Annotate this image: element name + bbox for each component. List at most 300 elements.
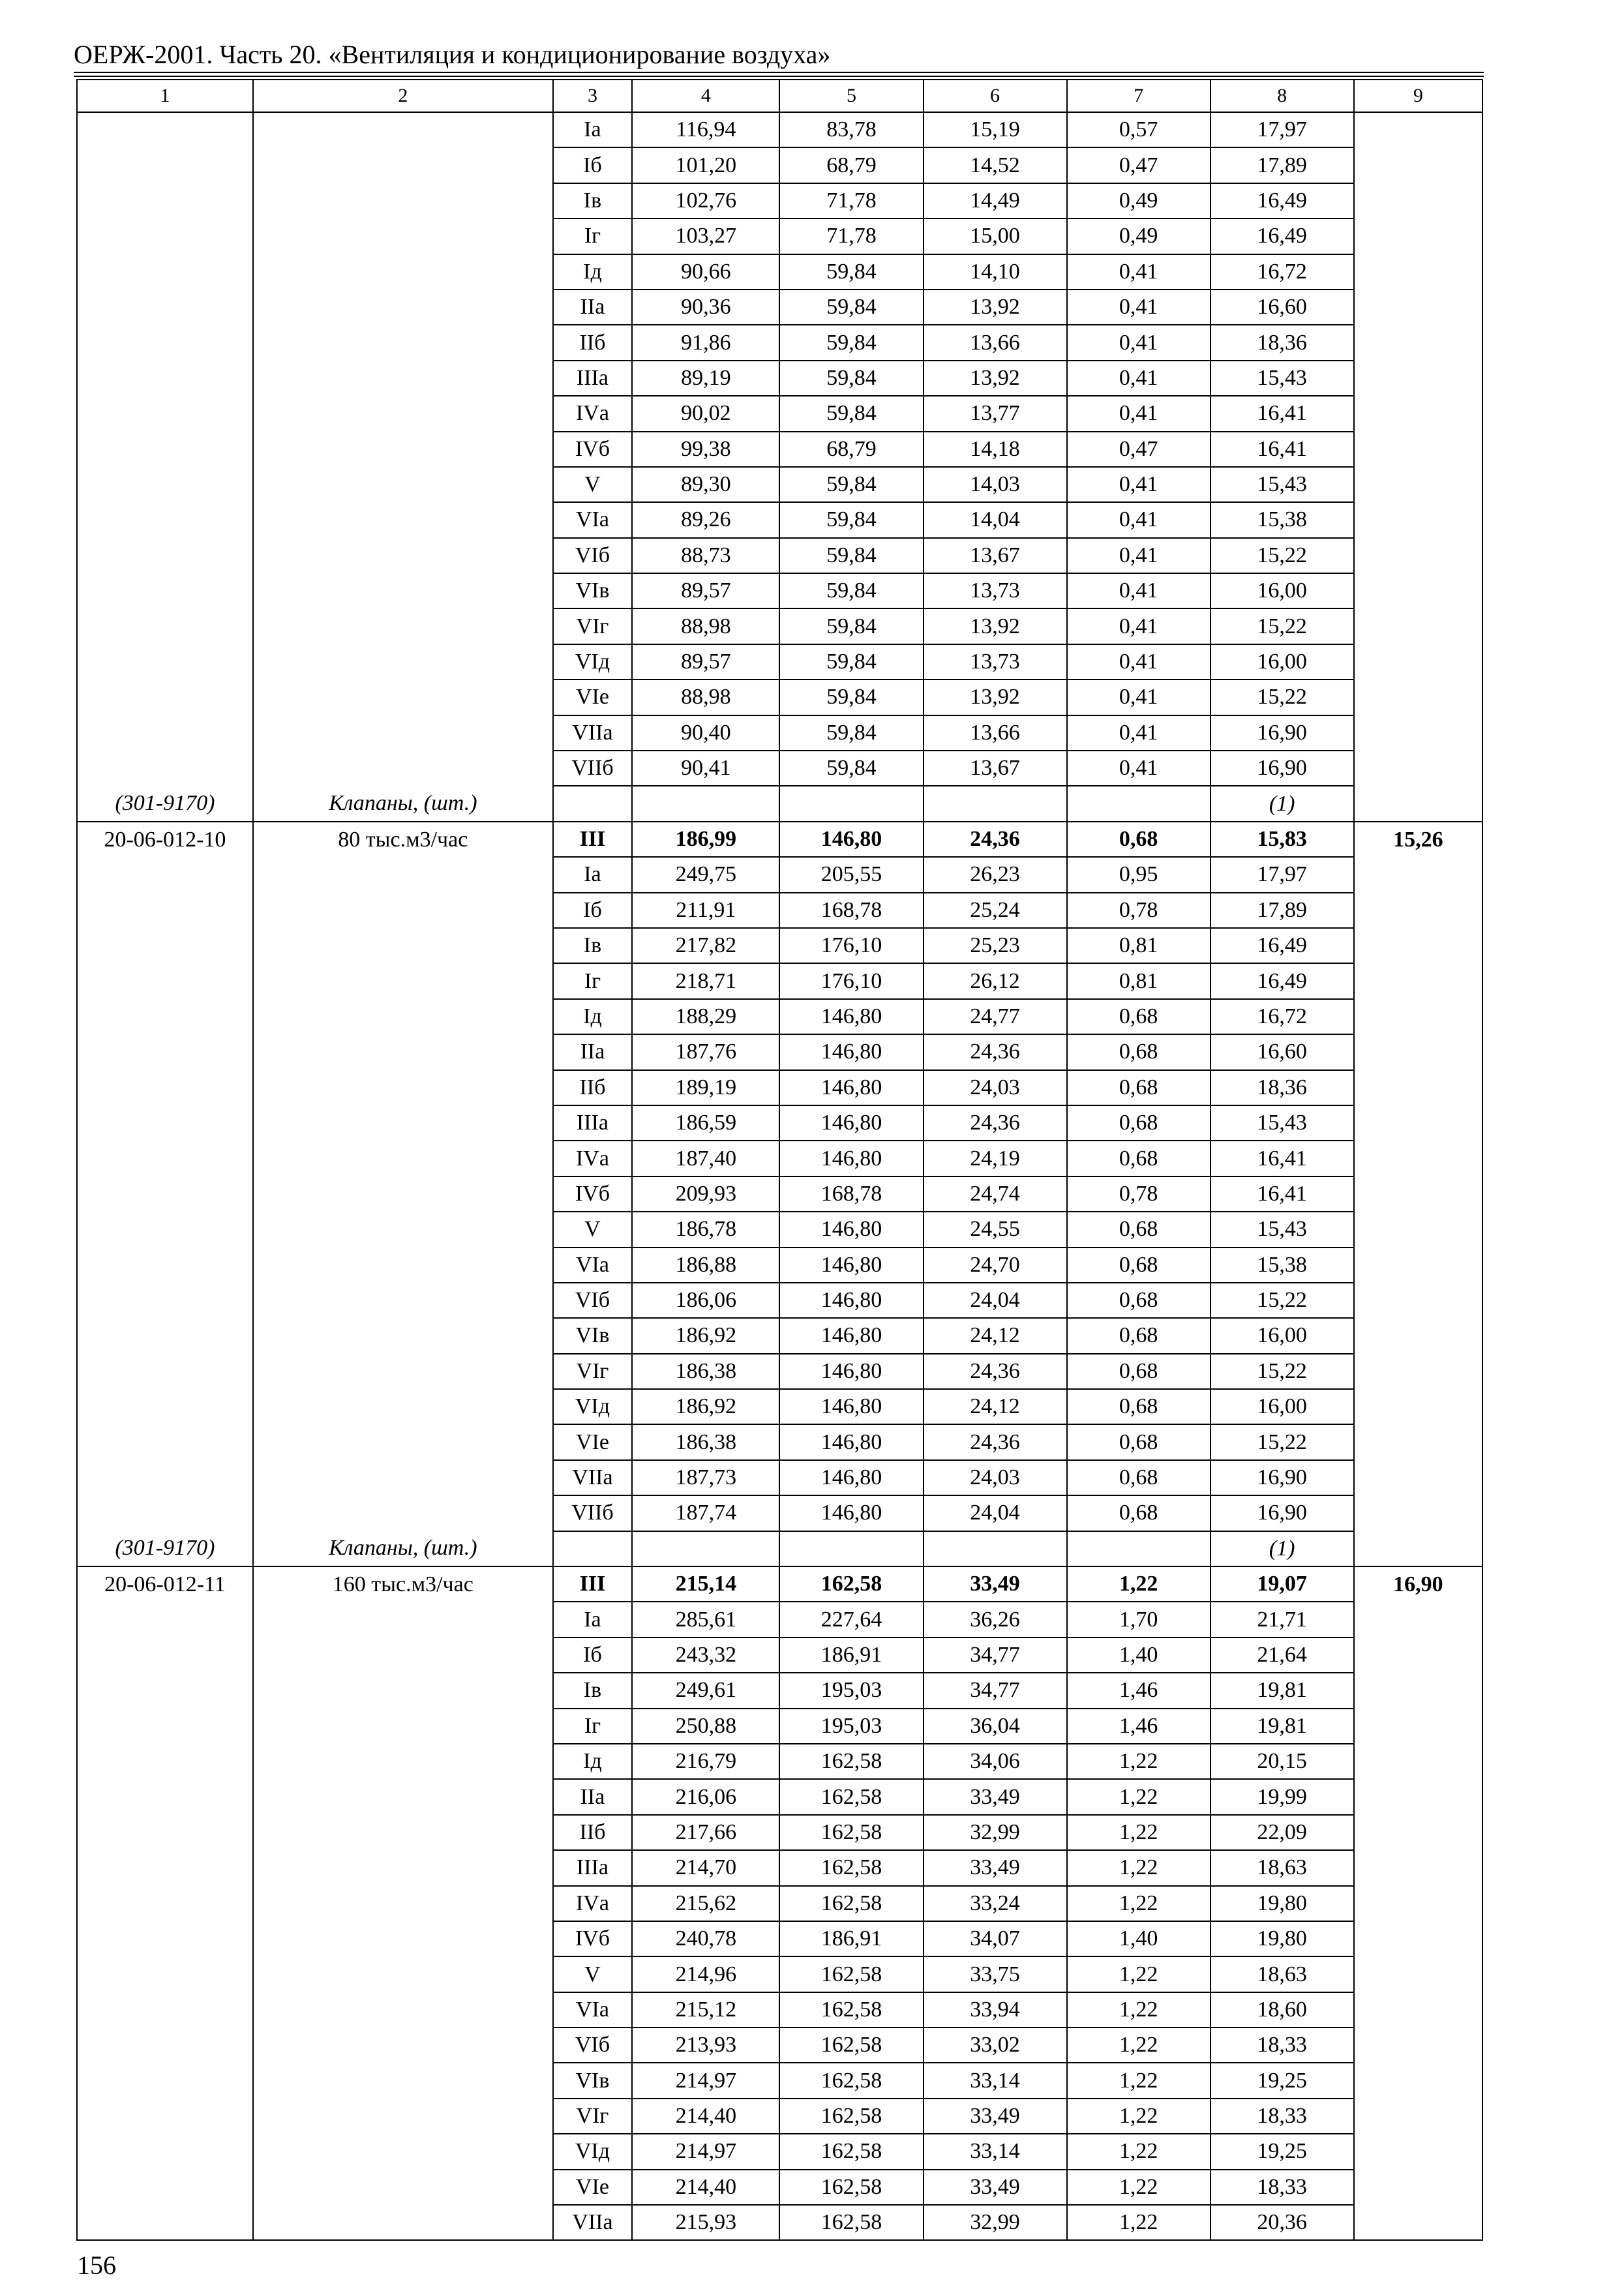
region-cell: IVа bbox=[553, 396, 632, 431]
col4-cell: 213,93 bbox=[632, 2027, 779, 2063]
code-cell bbox=[77, 2063, 253, 2098]
code-cell bbox=[77, 1602, 253, 1637]
col9-cell bbox=[1354, 573, 1482, 608]
col9-cell bbox=[1354, 1673, 1482, 1708]
col4-cell: 187,73 bbox=[632, 1460, 779, 1495]
col7-cell: 0,78 bbox=[1067, 893, 1210, 928]
col7-cell: 1,70 bbox=[1067, 1602, 1210, 1637]
code-cell bbox=[77, 290, 253, 325]
col9-cell bbox=[1354, 538, 1482, 573]
col5-cell: 186,91 bbox=[779, 1638, 923, 1673]
col7-cell: 1,22 bbox=[1067, 1744, 1210, 1779]
col4-cell: 216,79 bbox=[632, 1744, 779, 1779]
name-cell bbox=[253, 1318, 553, 1353]
col6-cell: 33,49 bbox=[924, 1566, 1067, 1602]
region-cell: IVа bbox=[553, 1141, 632, 1176]
col9-cell bbox=[1354, 1389, 1482, 1424]
col5-cell: 146,80 bbox=[779, 822, 923, 857]
name-cell bbox=[253, 1283, 553, 1318]
col8-cell: 18,36 bbox=[1210, 1070, 1354, 1105]
table-row bbox=[77, 1248, 1482, 1283]
col6-cell: 13,67 bbox=[924, 538, 1067, 573]
region-cell: Iб bbox=[553, 1638, 632, 1673]
col5-cell: 162,58 bbox=[779, 2134, 923, 2169]
name-cell bbox=[253, 1212, 553, 1247]
name-cell bbox=[253, 467, 553, 502]
table-row bbox=[77, 857, 1482, 892]
name-cell bbox=[253, 290, 553, 325]
code-cell bbox=[77, 1283, 253, 1318]
col7-cell: 0,68 bbox=[1067, 1495, 1210, 1531]
col7-cell: 0,68 bbox=[1067, 1105, 1210, 1141]
col5-cell: 162,58 bbox=[779, 1744, 923, 1779]
col4-cell: 187,74 bbox=[632, 1495, 779, 1531]
col9-cell bbox=[1354, 644, 1482, 680]
table-row bbox=[77, 1354, 1482, 1389]
col4-cell: 101,20 bbox=[632, 147, 779, 183]
table-body bbox=[77, 80, 1482, 2240]
col4-cell: 89,57 bbox=[632, 573, 779, 608]
region-cell: Iб bbox=[553, 147, 632, 183]
region-cell: VIа bbox=[553, 502, 632, 537]
col8-cell: 20,15 bbox=[1210, 1744, 1354, 1779]
table-row bbox=[77, 538, 1482, 573]
col5-cell: 59,84 bbox=[779, 538, 923, 573]
name-cell bbox=[253, 2205, 553, 2240]
col6-cell: 24,19 bbox=[924, 1141, 1067, 1176]
code-cell bbox=[77, 1212, 253, 1247]
col7-cell: 0,41 bbox=[1067, 644, 1210, 680]
col6-cell: 14,18 bbox=[924, 432, 1067, 467]
col6-cell: 33,02 bbox=[924, 2027, 1067, 2063]
col9-cell bbox=[1354, 963, 1482, 998]
name-cell bbox=[253, 1460, 553, 1495]
col6-cell: 14,49 bbox=[924, 183, 1067, 218]
col8-cell: 15,43 bbox=[1210, 467, 1354, 502]
col6-cell: 13,92 bbox=[924, 608, 1067, 644]
note-row bbox=[77, 786, 1482, 821]
col7-cell: 0,68 bbox=[1067, 1318, 1210, 1353]
col4-cell: 186,92 bbox=[632, 1318, 779, 1353]
region-cell: IIа bbox=[553, 1034, 632, 1070]
name-cell bbox=[253, 432, 553, 467]
col6-cell: 36,04 bbox=[924, 1709, 1067, 1744]
col6-cell: 32,99 bbox=[924, 1815, 1067, 1850]
col6-cell: 13,66 bbox=[924, 715, 1067, 751]
region-cell: Iг bbox=[553, 1709, 632, 1744]
col4-cell: 215,12 bbox=[632, 1992, 779, 2027]
col9-cell: 16,90 bbox=[1354, 1566, 1482, 1602]
col5-cell: 59,84 bbox=[779, 680, 923, 715]
col8-cell: 15,43 bbox=[1210, 361, 1354, 396]
col8-cell: 21,64 bbox=[1210, 1638, 1354, 1673]
col4-cell: 218,71 bbox=[632, 963, 779, 998]
col7-cell: 1,22 bbox=[1067, 1886, 1210, 1921]
col6-cell: 13,92 bbox=[924, 290, 1067, 325]
col5-cell: 146,80 bbox=[779, 1283, 923, 1318]
col6-cell: 24,36 bbox=[924, 1105, 1067, 1141]
table-row bbox=[77, 644, 1482, 680]
table-row bbox=[77, 218, 1482, 254]
region-cell: VIб bbox=[553, 2027, 632, 2063]
col6-cell: 26,12 bbox=[924, 963, 1067, 998]
name-cell bbox=[253, 1886, 553, 1921]
col6-cell: 24,70 bbox=[924, 1248, 1067, 1283]
column-number: 8 bbox=[1210, 80, 1354, 112]
col5-cell: 162,58 bbox=[779, 1886, 923, 1921]
col6-cell: 24,03 bbox=[924, 1460, 1067, 1495]
col9-cell bbox=[1354, 1212, 1482, 1247]
col9-cell bbox=[1354, 1495, 1482, 1531]
col9-cell bbox=[1354, 325, 1482, 360]
region-cell: IIб bbox=[553, 325, 632, 360]
col9-cell bbox=[1354, 1779, 1482, 1814]
code-cell bbox=[77, 1105, 253, 1141]
column-number: 2 bbox=[253, 80, 553, 112]
col5-cell: 162,58 bbox=[779, 1956, 923, 1992]
col9-cell bbox=[1354, 432, 1482, 467]
table-row bbox=[77, 183, 1482, 218]
col5-cell: 176,10 bbox=[779, 963, 923, 998]
code-cell bbox=[77, 1779, 253, 1814]
region-cell: Iг bbox=[553, 963, 632, 998]
col5-cell: 162,58 bbox=[779, 1779, 923, 1814]
col9-cell bbox=[1354, 1956, 1482, 1992]
col7-cell: 0,68 bbox=[1067, 1424, 1210, 1459]
col8-cell: 19,80 bbox=[1210, 1921, 1354, 1956]
col4-cell: 249,75 bbox=[632, 857, 779, 892]
region-cell: IVа bbox=[553, 1886, 632, 1921]
col5-cell: 162,58 bbox=[779, 1992, 923, 2027]
table-row bbox=[77, 999, 1482, 1034]
table-row bbox=[77, 1070, 1482, 1105]
col8-cell: 16,60 bbox=[1210, 1034, 1354, 1070]
col6-cell: 24,04 bbox=[924, 1495, 1067, 1531]
region-cell: Iа bbox=[553, 112, 632, 147]
col6-cell: 34,06 bbox=[924, 1744, 1067, 1779]
col5-cell: 146,80 bbox=[779, 1318, 923, 1353]
col7-cell: 0,68 bbox=[1067, 1141, 1210, 1176]
region-cell: VIв bbox=[553, 1318, 632, 1353]
table-row bbox=[77, 1176, 1482, 1212]
region-cell bbox=[553, 786, 632, 821]
col5-cell: 71,78 bbox=[779, 183, 923, 218]
col6-cell: 32,99 bbox=[924, 2205, 1067, 2240]
table-row bbox=[77, 893, 1482, 928]
col9-cell bbox=[1354, 147, 1482, 183]
col7-cell: 0,41 bbox=[1067, 361, 1210, 396]
col5-cell: 59,84 bbox=[779, 254, 923, 290]
col6-cell: 33,14 bbox=[924, 2134, 1067, 2169]
col9-cell bbox=[1354, 2205, 1482, 2240]
col5-cell: 59,84 bbox=[779, 644, 923, 680]
col8-cell: 17,89 bbox=[1210, 893, 1354, 928]
col8-cell: (1) bbox=[1210, 786, 1354, 821]
code-cell bbox=[77, 112, 253, 147]
col7-cell: 0,81 bbox=[1067, 963, 1210, 998]
col5-cell: 168,78 bbox=[779, 1176, 923, 1212]
col6-cell: 13,92 bbox=[924, 361, 1067, 396]
col7-cell: 0,41 bbox=[1067, 396, 1210, 431]
col8-cell: 16,41 bbox=[1210, 432, 1354, 467]
table-row bbox=[77, 1034, 1482, 1070]
column-number: 7 bbox=[1067, 80, 1210, 112]
code-cell bbox=[77, 325, 253, 360]
col8-cell: 16,00 bbox=[1210, 1389, 1354, 1424]
col9-cell bbox=[1354, 2099, 1482, 2134]
table-row bbox=[77, 1886, 1482, 1921]
code-cell bbox=[77, 1495, 253, 1531]
name-cell bbox=[253, 254, 553, 290]
col8-cell: 18,63 bbox=[1210, 1850, 1354, 1885]
norms-table bbox=[76, 79, 1483, 2241]
name-cell bbox=[253, 893, 553, 928]
region-cell: Iд bbox=[553, 999, 632, 1034]
col4-cell: 211,91 bbox=[632, 893, 779, 928]
col4-cell: 90,66 bbox=[632, 254, 779, 290]
col5-cell: 195,03 bbox=[779, 1709, 923, 1744]
col5-cell: 59,84 bbox=[779, 502, 923, 537]
col6-cell: 33,49 bbox=[924, 1779, 1067, 1814]
region-cell: IIIа bbox=[553, 1850, 632, 1885]
col4-cell: 186,59 bbox=[632, 1105, 779, 1141]
col7-cell: 1,22 bbox=[1067, 2134, 1210, 2169]
region-cell: VIг bbox=[553, 608, 632, 644]
code-cell bbox=[77, 183, 253, 218]
col8-cell: 16,41 bbox=[1210, 396, 1354, 431]
column-number: 4 bbox=[632, 80, 779, 112]
col7-cell: 0,81 bbox=[1067, 928, 1210, 963]
code-cell bbox=[77, 467, 253, 502]
table-row bbox=[77, 325, 1482, 360]
region-cell: V bbox=[553, 1956, 632, 1992]
col9-cell bbox=[1354, 928, 1482, 963]
code-cell bbox=[77, 1248, 253, 1283]
code-cell bbox=[77, 1673, 253, 1708]
col8-cell: 19,25 bbox=[1210, 2063, 1354, 2098]
region-cell: IIб bbox=[553, 1070, 632, 1105]
col6-cell: 33,94 bbox=[924, 1992, 1067, 2027]
code-cell bbox=[77, 538, 253, 573]
code-cell: 20-06-012-10 bbox=[77, 822, 253, 857]
name-cell bbox=[253, 2134, 553, 2169]
table-row bbox=[77, 1212, 1482, 1247]
col6-cell bbox=[924, 786, 1067, 821]
region-cell bbox=[553, 1531, 632, 1566]
name-cell bbox=[253, 538, 553, 573]
code-cell bbox=[77, 1744, 253, 1779]
col6-cell: 24,36 bbox=[924, 1034, 1067, 1070]
col6-cell: 15,19 bbox=[924, 112, 1067, 147]
table-row bbox=[77, 361, 1482, 396]
code-cell bbox=[77, 1034, 253, 1070]
col9-cell bbox=[1354, 786, 1482, 821]
region-cell: VIд bbox=[553, 644, 632, 680]
col8-cell: 16,90 bbox=[1210, 751, 1354, 786]
table-row bbox=[77, 254, 1482, 290]
col7-cell: 0,68 bbox=[1067, 822, 1210, 857]
region-cell: IVб bbox=[553, 432, 632, 467]
name-cell bbox=[253, 1070, 553, 1105]
table-row bbox=[77, 1921, 1482, 1956]
code-cell bbox=[77, 715, 253, 751]
col6-cell: 13,77 bbox=[924, 396, 1067, 431]
code-cell bbox=[77, 857, 253, 892]
col7-cell: 1,22 bbox=[1067, 1566, 1210, 1602]
col6-cell: 33,14 bbox=[924, 2063, 1067, 2098]
table-row bbox=[77, 467, 1482, 502]
column-number: 9 bbox=[1354, 80, 1482, 112]
table-row bbox=[77, 1389, 1482, 1424]
name-cell bbox=[253, 1779, 553, 1814]
col4-cell: 215,14 bbox=[632, 1566, 779, 1602]
name-cell: 160 тыс.м3/час bbox=[253, 1566, 553, 1602]
col5-cell: 162,58 bbox=[779, 2027, 923, 2063]
table-row bbox=[77, 1638, 1482, 1673]
code-cell bbox=[77, 1921, 253, 1956]
code-cell bbox=[77, 1709, 253, 1744]
code-cell bbox=[77, 893, 253, 928]
col8-cell: 16,49 bbox=[1210, 218, 1354, 254]
col4-cell: 214,40 bbox=[632, 2099, 779, 2134]
table-row bbox=[77, 1318, 1482, 1353]
region-cell: Iб bbox=[553, 893, 632, 928]
code-cell bbox=[77, 1638, 253, 1673]
col9-cell bbox=[1354, 1744, 1482, 1779]
col8-cell: 16,00 bbox=[1210, 573, 1354, 608]
col4-cell: 88,98 bbox=[632, 680, 779, 715]
name-cell bbox=[253, 1638, 553, 1673]
col4-cell: 214,97 bbox=[632, 2134, 779, 2169]
table-row bbox=[77, 112, 1482, 147]
name-cell bbox=[253, 1992, 553, 2027]
region-cell: IIIа bbox=[553, 1105, 632, 1141]
col8-cell: 18,33 bbox=[1210, 2099, 1354, 2134]
col6-cell: 13,67 bbox=[924, 751, 1067, 786]
header-rule-bottom bbox=[74, 76, 1484, 77]
region-cell: VIд bbox=[553, 2134, 632, 2169]
col7-cell: 1,22 bbox=[1067, 1850, 1210, 1885]
col8-cell: 16,72 bbox=[1210, 254, 1354, 290]
table-row bbox=[77, 608, 1482, 644]
col9-cell bbox=[1354, 608, 1482, 644]
col6-cell: 25,23 bbox=[924, 928, 1067, 963]
column-number: 6 bbox=[924, 80, 1067, 112]
col5-cell: 146,80 bbox=[779, 999, 923, 1034]
col6-cell: 34,07 bbox=[924, 1921, 1067, 1956]
page-number: 156 bbox=[77, 2251, 116, 2280]
region-cell: VIа bbox=[553, 1248, 632, 1283]
col7-cell: 1,46 bbox=[1067, 1709, 1210, 1744]
table-row bbox=[77, 1779, 1482, 1814]
col4-cell: 89,19 bbox=[632, 361, 779, 396]
col6-cell: 24,36 bbox=[924, 1354, 1067, 1389]
col9-cell: 15,26 bbox=[1354, 822, 1482, 857]
col8-cell: 15,43 bbox=[1210, 1105, 1354, 1141]
col6-cell: 33,24 bbox=[924, 1886, 1067, 1921]
region-cell: VIа bbox=[553, 1992, 632, 2027]
table-row bbox=[77, 1602, 1482, 1637]
col4-cell: 250,88 bbox=[632, 1709, 779, 1744]
name-cell bbox=[253, 1354, 553, 1389]
name-cell bbox=[253, 218, 553, 254]
region-cell: Iд bbox=[553, 254, 632, 290]
col8-cell: 16,49 bbox=[1210, 928, 1354, 963]
col7-cell: 0,95 bbox=[1067, 857, 1210, 892]
col9-cell bbox=[1354, 218, 1482, 254]
table-row bbox=[77, 573, 1482, 608]
col4-cell: 116,94 bbox=[632, 112, 779, 147]
col8-cell: 21,71 bbox=[1210, 1602, 1354, 1637]
code-cell bbox=[77, 396, 253, 431]
name-cell bbox=[253, 2027, 553, 2063]
region-cell: VIе bbox=[553, 2170, 632, 2205]
col6-cell: 13,73 bbox=[924, 644, 1067, 680]
region-cell: Iд bbox=[553, 1744, 632, 1779]
region-cell: IIа bbox=[553, 1779, 632, 1814]
col5-cell: 146,80 bbox=[779, 1389, 923, 1424]
col7-cell: 1,22 bbox=[1067, 2027, 1210, 2063]
col8-cell: 22,09 bbox=[1210, 1815, 1354, 1850]
col5-cell: 162,58 bbox=[779, 2063, 923, 2098]
col8-cell: 18,33 bbox=[1210, 2027, 1354, 2063]
table-row bbox=[77, 1956, 1482, 1992]
col8-cell: 19,81 bbox=[1210, 1673, 1354, 1708]
table-row bbox=[77, 928, 1482, 963]
col9-cell bbox=[1354, 1992, 1482, 2027]
col8-cell: 15,22 bbox=[1210, 538, 1354, 573]
col4-cell: 186,88 bbox=[632, 1248, 779, 1283]
col7-cell: 1,22 bbox=[1067, 1779, 1210, 1814]
table-row bbox=[77, 715, 1482, 751]
region-cell: VIIб bbox=[553, 1495, 632, 1531]
col6-cell: 25,24 bbox=[924, 893, 1067, 928]
col8-cell: 16,90 bbox=[1210, 715, 1354, 751]
col4-cell: 186,38 bbox=[632, 1354, 779, 1389]
col8-cell: 19,25 bbox=[1210, 2134, 1354, 2169]
col6-cell: 24,03 bbox=[924, 1070, 1067, 1105]
column-number: 1 bbox=[77, 80, 253, 112]
name-cell bbox=[253, 147, 553, 183]
col5-cell: 195,03 bbox=[779, 1673, 923, 1708]
code-cell bbox=[77, 1141, 253, 1176]
col5-cell: 146,80 bbox=[779, 1248, 923, 1283]
name-cell bbox=[253, 1141, 553, 1176]
col4-cell: 91,86 bbox=[632, 325, 779, 360]
table-row bbox=[77, 2170, 1482, 2205]
col7-cell: 0,68 bbox=[1067, 1460, 1210, 1495]
code-cell bbox=[77, 1318, 253, 1353]
name-cell bbox=[253, 1921, 553, 1956]
col5-cell: 146,80 bbox=[779, 1424, 923, 1459]
col8-cell: 20,36 bbox=[1210, 2205, 1354, 2240]
col7-cell: 1,22 bbox=[1067, 2099, 1210, 2134]
col7-cell: 0,41 bbox=[1067, 290, 1210, 325]
col9-cell bbox=[1354, 1531, 1482, 1566]
col9-cell bbox=[1354, 2170, 1482, 2205]
code-cell bbox=[77, 2134, 253, 2169]
col4-cell: 188,29 bbox=[632, 999, 779, 1034]
region-cell: VIIа bbox=[553, 2205, 632, 2240]
name-cell bbox=[253, 1495, 553, 1531]
col9-cell bbox=[1354, 502, 1482, 537]
region-cell: Iв bbox=[553, 928, 632, 963]
col5-cell: 162,58 bbox=[779, 1566, 923, 1602]
code-cell bbox=[77, 2027, 253, 2063]
col8-cell: 15,38 bbox=[1210, 502, 1354, 537]
col9-cell bbox=[1354, 361, 1482, 396]
name-cell bbox=[253, 1673, 553, 1708]
